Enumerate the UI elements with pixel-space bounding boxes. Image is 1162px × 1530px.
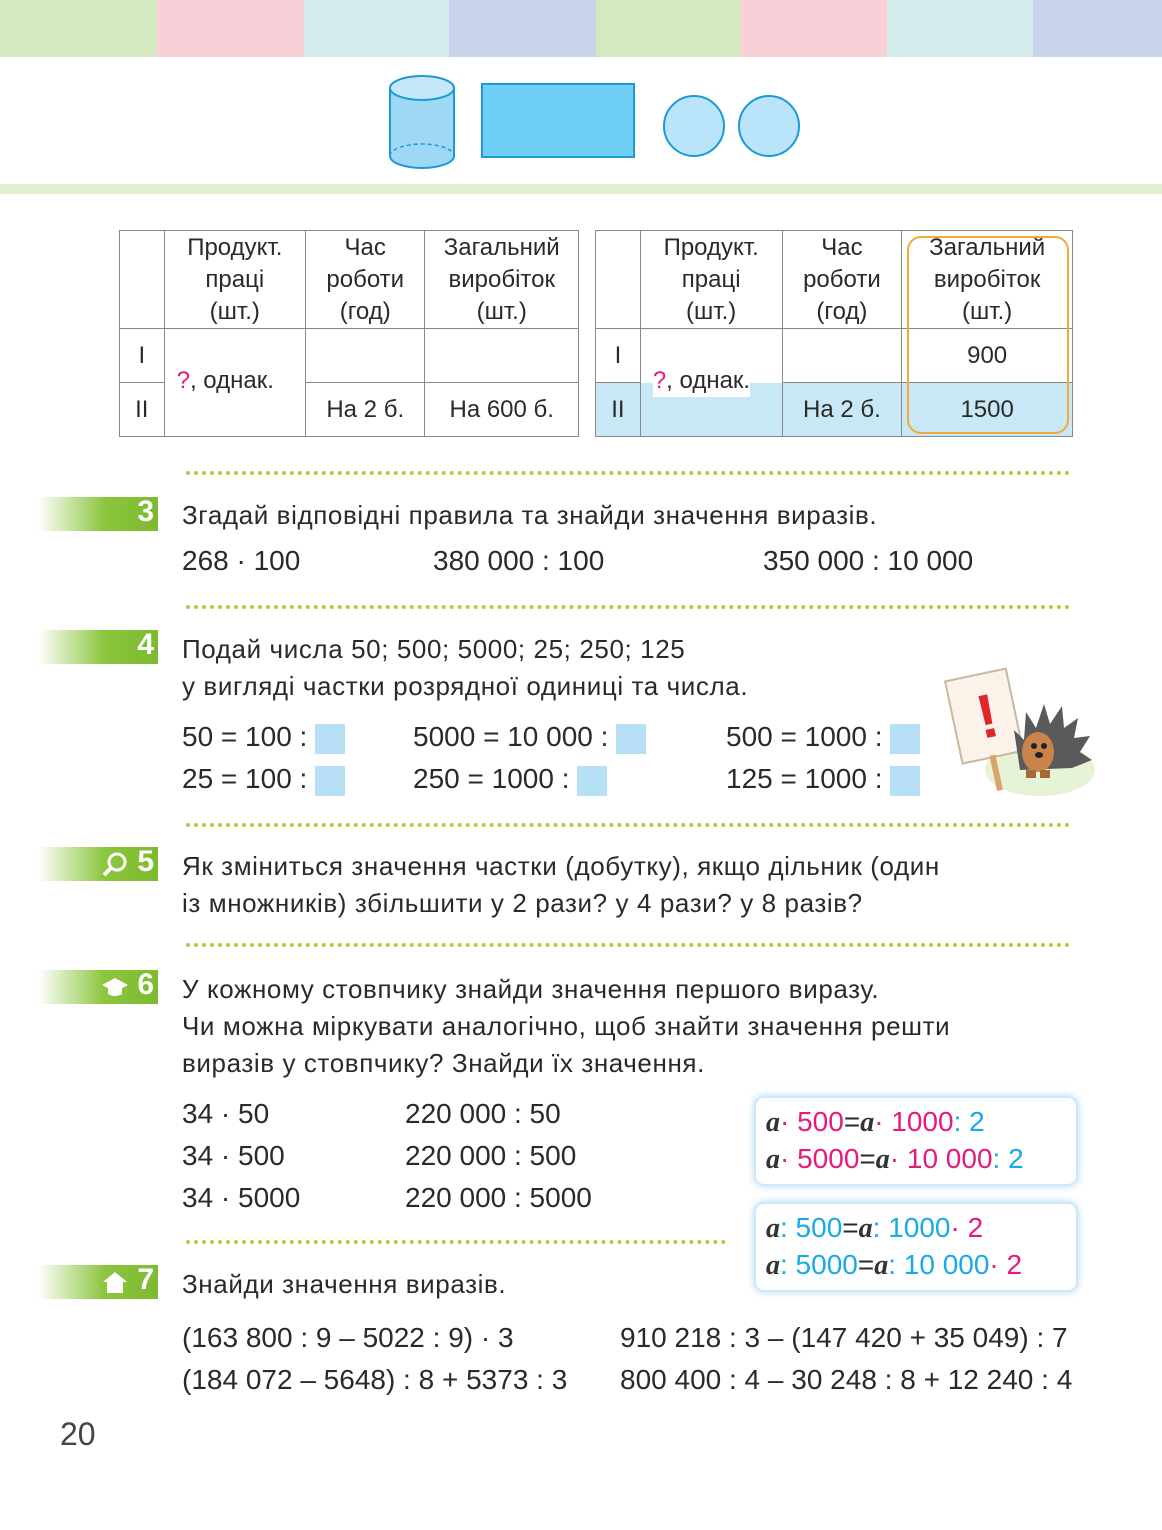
- header-divider: [0, 184, 1162, 194]
- stripe: [0, 0, 157, 57]
- cell: На 600 б.: [425, 383, 579, 437]
- expression: 268 · 100: [182, 545, 301, 576]
- table-corner: [596, 231, 641, 329]
- task5-line1: Як зміниться значення частки (добутку), якщо дільник (один: [182, 851, 940, 881]
- header-total: Загальний виробіток (шт.): [425, 231, 579, 329]
- expression-row: [413, 717, 646, 757]
- row-label: I: [120, 329, 165, 383]
- answer-box[interactable]: [890, 724, 920, 754]
- answer-box[interactable]: [890, 766, 920, 796]
- cylinder-icon: [390, 76, 454, 168]
- dotted-separator: [186, 823, 1070, 827]
- expression: 5000 = 10 000 :: [413, 721, 609, 752]
- task6-line2: Чи можна міркувати аналогічно, щоб знайти значення решти: [182, 1011, 951, 1041]
- task-number: 6: [137, 968, 154, 1001]
- expression: (184 072 – 5648) : 8 + 5373 : 3: [182, 1364, 568, 1395]
- merged-text: , однак.: [666, 367, 751, 394]
- expression: 250 = 1000 :: [413, 763, 570, 794]
- cell: [306, 329, 425, 383]
- shapes-row: [380, 66, 810, 176]
- task3-text: Згадай відповідні правила та знайди значення виразів.: [182, 500, 878, 530]
- header-productivity: Продукт. праці (шт.): [640, 231, 782, 329]
- answer-box[interactable]: [616, 724, 646, 754]
- task7-text: Знайди значення виразів.: [182, 1269, 507, 1299]
- task6-line3: виразів у стовпчику? Знайди їх значення.: [182, 1048, 705, 1078]
- task-number: 5: [137, 845, 154, 878]
- formula-box-division: [754, 1202, 1078, 1292]
- cell: 900: [902, 329, 1073, 383]
- total-column-highlight: [907, 236, 1069, 434]
- table-left: [119, 230, 579, 437]
- merged-text: , однак.: [189, 367, 274, 394]
- expression-row: [413, 759, 607, 799]
- graduation-cap-icon: [102, 974, 128, 1000]
- expression-row: [182, 759, 345, 799]
- cell: [425, 329, 579, 383]
- merged-cell: ?, однак.: [164, 329, 305, 437]
- expression: 910 218 : 3 – (147 420 + 35 049) : 7: [620, 1322, 1068, 1353]
- formula-line: a· 5000=a· 10 000: 2: [766, 1143, 1024, 1175]
- task-number: 7: [137, 1263, 154, 1296]
- expression-row: [726, 759, 920, 799]
- circle-icon: [739, 96, 799, 156]
- dotted-separator: [186, 1240, 726, 1244]
- task4-line2: у вигляді частки розрядної одиниці та числа.: [182, 671, 749, 701]
- rectangle-icon: [482, 84, 634, 157]
- dotted-separator: [186, 471, 1070, 475]
- merged-cell: ?, однак.: [640, 329, 782, 437]
- cell: 1500: [902, 383, 1073, 437]
- dotted-separator: [186, 605, 1070, 609]
- task-badge-5: [38, 847, 158, 881]
- formula-line: a: 5000=a: 10 000· 2: [766, 1249, 1023, 1281]
- formula-line: a: 500=a: 1000· 2: [766, 1212, 984, 1244]
- header-total: Загальний виробіток (шт.): [902, 231, 1073, 329]
- task-number: 3: [137, 495, 154, 528]
- table-corner: [120, 231, 165, 329]
- expression: 220 000 : 5000: [405, 1182, 592, 1213]
- stripe: [304, 0, 449, 57]
- header-time: Час роботи (год): [306, 231, 425, 329]
- task5-line2: із множників) збільшити у 2 рази? у 4 рази? у 8 разів?: [182, 888, 863, 918]
- stripe: [157, 0, 304, 57]
- task-badge-7: [38, 1265, 158, 1299]
- expression-row: [726, 717, 920, 757]
- expression: 220 000 : 50: [405, 1098, 561, 1129]
- expression: 34 · 5000: [182, 1182, 301, 1213]
- expression: 380 000 : 100: [433, 545, 605, 576]
- expression: 350 000 : 10 000: [763, 545, 974, 576]
- task-badge-6: [38, 970, 158, 1004]
- circle-icon: [664, 96, 724, 156]
- expression-row: [182, 717, 345, 757]
- answer-box[interactable]: [315, 724, 345, 754]
- row-label: I: [596, 329, 641, 383]
- expression: 50 = 100 :: [182, 721, 308, 752]
- hedgehog-sign-illustration: [940, 660, 1100, 800]
- expression: 220 000 : 500: [405, 1140, 577, 1171]
- stripe: [741, 0, 887, 57]
- stripe: [596, 0, 741, 57]
- answer-box[interactable]: [577, 766, 607, 796]
- expression: 34 · 50: [182, 1098, 270, 1129]
- expression: 800 400 : 4 – 30 248 : 8 + 12 240 : 4: [620, 1364, 1073, 1395]
- cell: [782, 329, 902, 383]
- cell: На 2 б.: [782, 383, 902, 437]
- header-productivity: Продукт. праці (шт.): [164, 231, 305, 329]
- expression: 125 = 1000 :: [726, 763, 883, 794]
- header-time: Час роботи (год): [782, 231, 902, 329]
- row-label: II: [596, 383, 641, 437]
- answer-box[interactable]: [315, 766, 345, 796]
- expression: 500 = 1000 :: [726, 721, 883, 752]
- task4-line1: Подай числа 50; 500; 5000; 25; 250; 125: [182, 634, 686, 664]
- page-number: 20: [60, 1416, 96, 1452]
- exclamation-mark: !: [970, 681, 1005, 753]
- task-badge-3: [38, 497, 158, 531]
- stripe: [449, 0, 596, 57]
- formula-line: a· 500=a· 1000: 2: [766, 1106, 985, 1138]
- stripe: [887, 0, 1033, 57]
- task6-line1: У кожному стовпчику знайди значення першого виразу.: [182, 974, 880, 1004]
- task-number: 4: [137, 628, 154, 661]
- dotted-separator: [186, 943, 1070, 947]
- task-badge-4: [38, 630, 158, 664]
- formula-box-multiplication: [754, 1096, 1078, 1186]
- row-label: II: [120, 383, 165, 437]
- magnifier-icon: [102, 851, 128, 877]
- expression: 34 · 500: [182, 1140, 285, 1171]
- cell: На 2 б.: [306, 383, 425, 437]
- stripe: [1033, 0, 1162, 57]
- expression: (163 800 : 9 – 5022 : 9) · 3: [182, 1322, 514, 1353]
- expression: 25 = 100 :: [182, 763, 308, 794]
- house-icon: [102, 1269, 128, 1295]
